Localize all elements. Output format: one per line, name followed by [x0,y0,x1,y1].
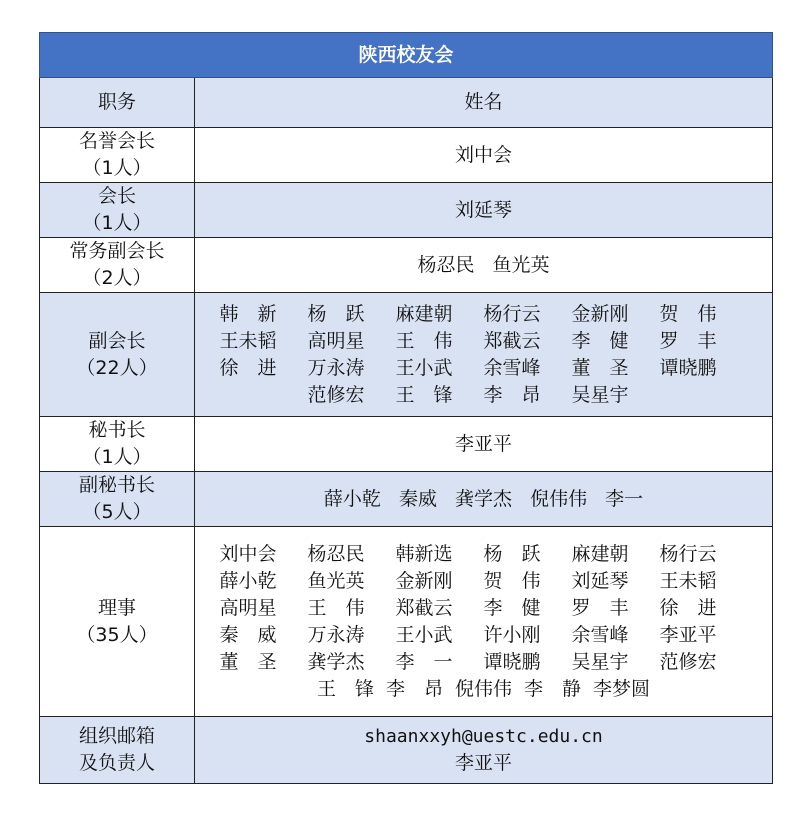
person-name: 薛小乾 [323,487,381,510]
role-label: 会长 [97,185,136,207]
role-cell [40,527,195,717]
person-name: 罗 丰 [659,329,717,352]
person-name: 李 静 [524,677,582,700]
role-label: 组织邮箱 [78,725,155,747]
header-role: 职务 [40,78,195,128]
contact-person: 李亚平 [455,752,513,774]
person-name: 李亚平 [659,623,717,646]
table-header-row [40,78,773,128]
role-cell [40,472,195,527]
role-label: 秘书长 [88,419,146,441]
role-cell [40,717,195,784]
role-count: （5人） [82,501,152,523]
names-cell [195,717,773,784]
table-title-row [40,33,773,78]
table-title: 陕西校友会 [40,33,773,78]
person-name: 鱼光英 [492,253,550,276]
person-name: 杨 跃 [483,542,541,565]
table-row [40,417,773,472]
person-name: 李 一 [395,650,453,673]
person-name: 王 伟 [307,596,365,619]
role-cell [40,293,195,417]
names-cell [195,128,773,183]
person-name: 杨 跃 [307,302,365,325]
names-cell [195,417,773,472]
person-name: 秦 威 [219,623,277,646]
table-row [40,183,773,238]
person-name: 范修宏 [659,650,717,673]
person-name: 董 圣 [219,650,277,673]
person-name: 金新刚 [571,302,629,325]
person-name: 高明星 [219,596,277,619]
person-name: 鱼光英 [307,569,365,592]
person-name: 许小刚 [483,623,541,646]
person-name: 李 昂 [385,677,443,700]
role-label: 名誉会长 [78,130,155,152]
person-name: 董 圣 [571,356,629,379]
person-name: 李亚平 [455,432,513,455]
person-name: 王未韬 [219,329,277,352]
person-name: 秦威 [398,487,437,510]
person-name: 杨行云 [483,302,541,325]
person-name: 李 健 [571,329,629,352]
person-name: 郑截云 [483,329,541,352]
person-name: 王 锋 [395,383,453,406]
role-count: 及负责人 [78,752,155,774]
person-name: 倪伟伟 [455,677,513,700]
person-name: 范修宏 [307,383,365,406]
table-row [40,293,773,417]
names-cell [195,183,773,238]
table-row [40,527,773,717]
person-name: 金新刚 [395,569,453,592]
person-name: 刘延琴 [455,198,513,221]
person-name: 王 锋 [316,677,374,700]
person-name: 万永涛 [307,356,365,379]
person-name: 杨忍民 [307,542,365,565]
role-cell [40,183,195,238]
person-name: 杨忍民 [417,253,475,276]
person-name: 贺 伟 [483,569,541,592]
table-row [40,717,773,784]
role-label: 副秘书长 [78,474,155,496]
role-count: （1人） [82,446,152,468]
names-cell [195,472,773,527]
person-name: 韩 新 [219,302,277,325]
person-name: 吴星宇 [571,383,629,406]
person-name: 刘中会 [455,143,513,166]
person-name: 刘中会 [219,542,277,565]
person-name: 龚学杰 [307,650,365,673]
person-name: 杨行云 [659,542,717,565]
person-name: 韩新选 [395,542,453,565]
table-row [40,472,773,527]
names-cell [195,527,773,717]
name-grid [195,541,772,676]
person-name [660,382,748,409]
role-count: （1人） [82,157,152,179]
person-name [220,382,308,409]
person-name: 龚学杰 [455,487,513,510]
person-name: 李 昂 [483,383,541,406]
person-name: 徐 进 [219,356,277,379]
person-name: 吴星宇 [571,650,629,673]
person-name: 郑截云 [395,596,453,619]
person-name: 高明星 [307,329,365,352]
person-name: 贺 伟 [659,302,717,325]
person-name: 薛小乾 [219,569,277,592]
role-count: （1人） [82,212,152,234]
role-cell [40,238,195,293]
person-name: 麻建朝 [395,302,453,325]
person-name: 罗 丰 [571,596,629,619]
names-cell [195,293,773,417]
table-row [40,238,773,293]
table-row [40,128,773,183]
header-name: 姓名 [195,78,773,128]
names-cell [195,238,773,293]
person-name: 刘延琴 [571,569,629,592]
name-line-last [195,676,772,703]
role-cell [40,128,195,183]
person-name: 李 健 [483,596,541,619]
role-count: （22人） [76,356,158,379]
role-count: （2人） [82,267,152,289]
name-grid [195,301,772,409]
person-name: 余雪峰 [571,623,629,646]
person-name: 谭晓鹏 [659,356,717,379]
person-name: 谭晓鹏 [483,650,541,673]
role-label: 理事 [97,596,136,619]
person-name: 王小武 [395,356,453,379]
role-label: 常务副会长 [69,240,165,262]
role-count: （35人） [76,623,158,646]
person-name: 王小武 [395,623,453,646]
person-name: 王未韬 [659,569,717,592]
person-name: 李一 [605,487,644,510]
person-name: 王 伟 [395,329,453,352]
role-label: 副会长 [88,329,146,352]
person-name: 万永涛 [307,623,365,646]
person-name: 余雪峰 [483,356,541,379]
person-name: 麻建朝 [571,542,629,565]
alumni-roster-table [39,32,773,784]
person-name: 倪伟伟 [530,487,588,510]
person-name: 李梦圆 [593,677,651,700]
contact-email[interactable]: shaanxxyh@uestc.edu.cn [364,726,603,747]
role-cell [40,417,195,472]
person-name: 徐 进 [659,596,717,619]
